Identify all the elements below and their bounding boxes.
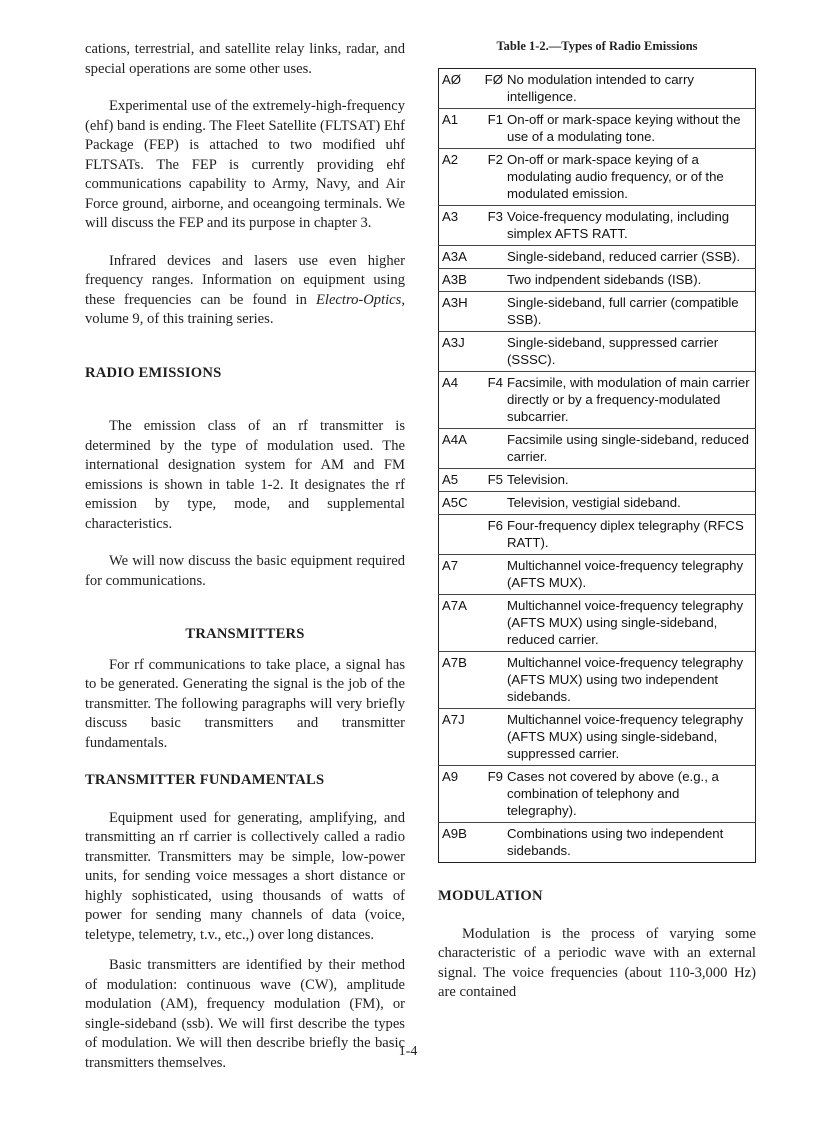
fm-code: F4 — [487, 375, 503, 390]
right-column — [438, 40, 756, 1003]
emission-description: Single-sideband, suppressed carrier (SSSC). — [507, 335, 719, 367]
fm-code: F3 — [487, 209, 503, 224]
paragraph: Modulation is the process of varying some characteristic of a periodic wave with an external signal. The voice frequencies (about 110-3,000 Hz) are contained — [438, 925, 756, 1000]
emission-description: Combinations using two independent sidebands. — [507, 826, 724, 858]
am-code: AØ — [442, 72, 462, 87]
am-code: A9B — [442, 826, 467, 841]
table-row — [439, 515, 756, 555]
emission-description: Facsimile using single-sideband, reduced carrier. — [507, 432, 749, 464]
table-row — [439, 109, 756, 149]
table-row — [439, 269, 756, 292]
table-row — [439, 372, 756, 429]
left-column — [85, 40, 405, 1073]
fm-code: F1 — [487, 112, 503, 127]
table-row — [439, 469, 756, 492]
paragraph: Equipment used for generating, amplifying, and transmitting an rf carrier is collectively called a radio transmitter. Transmitters may be simple, low-power units, for sending voice messages a short distance or highly sophisticated, using thousands of watts of power for sending many channels of data (voice, teletype, telemetry, t.v., etc.,) over long distances. — [85, 809, 405, 943]
table-row — [439, 292, 756, 332]
emission-description: On-off or mark-space keying of a modulating audio frequency, or of the modulated emission. — [507, 152, 724, 201]
fm-code — [476, 269, 507, 292]
fm-code: F2 — [487, 152, 503, 167]
am-code — [439, 515, 477, 555]
paragraph: cations, terrestrial, and satellite relay links, radar, and special operations are some other uses. — [85, 41, 405, 77]
emission-description: Single-sideband, full carrier (compatible SSB). — [507, 295, 739, 327]
emission-description: Multichannel voice-frequency telegraphy (AFTS MUX) using single-sideband, reduced carrier. — [507, 598, 744, 647]
table-caption: Table 1-2.—Types of Radio Emissions — [496, 39, 698, 53]
section-heading-transmitters: TRANSMITTERS — [185, 626, 305, 642]
emission-description: Cases not covered by above (e.g., a combination of telephony and telegraphy). — [507, 769, 719, 818]
am-code: A3B — [442, 272, 467, 287]
paragraph: We will now discuss the basic equipment required for communications. — [85, 553, 405, 589]
fm-code — [476, 332, 507, 372]
table-row — [439, 555, 756, 595]
fm-code — [476, 292, 507, 332]
am-code: A1 — [442, 112, 459, 127]
emission-description: Two indpendent sidebands (ISB). — [507, 272, 702, 287]
fm-code — [476, 429, 507, 469]
fm-code: FØ — [484, 72, 503, 87]
emission-description: Voice-frequency modulating, including simplex AFTS RATT. — [507, 209, 730, 241]
fm-code: F9 — [487, 769, 503, 784]
emission-description: Television, vestigial sideband. — [507, 495, 681, 510]
table-row — [439, 206, 756, 246]
table-row — [439, 492, 756, 515]
am-code: A7J — [442, 712, 465, 727]
paragraph: For rf communications to take place, a signal has to be generated. Generating the signal is the job of the transmitter. The following paragraphs will very briefly discuss basic transmitters and transmitter fundamentals. — [85, 656, 405, 751]
am-code: A5 — [442, 472, 459, 487]
am-code: A9 — [442, 769, 459, 784]
section-heading-transmitter-fundamentals: TRANSMITTER FUNDAMENTALS — [85, 772, 325, 788]
am-code: A5C — [442, 495, 468, 510]
emission-description: Four-frequency diplex telegraphy (RFCS RATT). — [507, 518, 744, 550]
section-heading-modulation: MODULATION — [438, 888, 543, 904]
am-code: A2 — [442, 152, 459, 167]
emission-description: Television. — [507, 472, 569, 487]
table-row — [439, 823, 756, 863]
emission-description: Multichannel voice-frequency telegraphy (AFTS MUX) using two independent sidebands. — [507, 655, 744, 704]
emission-description: Single-sideband, reduced carrier (SSB). — [507, 249, 741, 264]
paragraph: Infrared devices and lasers use even higher frequency ranges. Information on equipment using these frequencies can be found in Electro-Optics, volume 9, of this training series. — [85, 252, 405, 327]
am-code: A3H — [442, 295, 468, 310]
fm-code — [476, 595, 507, 652]
emission-description: On-off or mark-space keying without the use of a modulating tone. — [507, 112, 741, 144]
am-code: A3J — [442, 335, 465, 350]
table-row — [439, 332, 756, 372]
paragraph: Basic transmitters are identified by their method of modulation: continuous wave (CW), amplitude modulation (AM), frequency modulation (FM), or single-sideband (ssb). We will first describe the types of modulation. We will then describe briefly the basic transmitters themselves. — [85, 957, 405, 1071]
fm-code: F6 — [487, 518, 503, 533]
fm-code — [476, 246, 507, 269]
am-code: A3 — [442, 209, 459, 224]
am-code: A4A — [442, 432, 467, 447]
fm-code — [476, 823, 507, 863]
am-code: A4 — [442, 375, 459, 390]
table-row — [439, 246, 756, 269]
fm-code — [476, 709, 507, 766]
fm-code — [476, 492, 507, 515]
table-row — [439, 709, 756, 766]
emissions-table — [438, 68, 756, 863]
page-number: 1-4 — [398, 1044, 418, 1059]
am-code: A7A — [442, 598, 467, 613]
table-row — [439, 595, 756, 652]
fm-code: F5 — [487, 472, 503, 487]
am-code: A7 — [442, 558, 459, 573]
table-row — [439, 149, 756, 206]
emission-description: Multichannel voice-frequency telegraphy (AFTS MUX) using single-sideband, suppressed carrier. — [507, 712, 744, 761]
fm-code — [476, 652, 507, 709]
table-row — [439, 652, 756, 709]
emission-description: No modulation intended to carry intelligence. — [507, 72, 694, 104]
paragraph: The emission class of an rf transmitter is determined by the type of modulation used. The international designation system for AM and FM emissions is shown in table 1-2. It designates the rf emission by type, mode, and supplemental characteristics. — [85, 418, 405, 532]
table-row — [439, 766, 756, 823]
am-code: A3A — [442, 249, 467, 264]
table-row — [439, 429, 756, 469]
emission-description: Multichannel voice-frequency telegraphy (AFTS MUX). — [507, 558, 744, 590]
section-heading-radio-emissions: RADIO EMISSIONS — [85, 364, 222, 381]
am-code: A7B — [442, 655, 467, 670]
emission-description: Facsimile, with modulation of main carrier directly or by a frequency-modulated subcarrier. — [507, 375, 750, 424]
fm-code — [476, 555, 507, 595]
table-row — [439, 69, 756, 109]
paragraph: Experimental use of the extremely-high-frequency (ehf) band is ending. The Fleet Satellite (FLTSAT) Ehf Package (FEP) is attached to two modified uhf FLTSATs. The FEP is currently providing ehf communications capability to Army, Navy, and Air Force ground, airborne, and oceangoing terminals. We will discuss the FEP and its purpose in chapter 3. — [85, 98, 405, 231]
